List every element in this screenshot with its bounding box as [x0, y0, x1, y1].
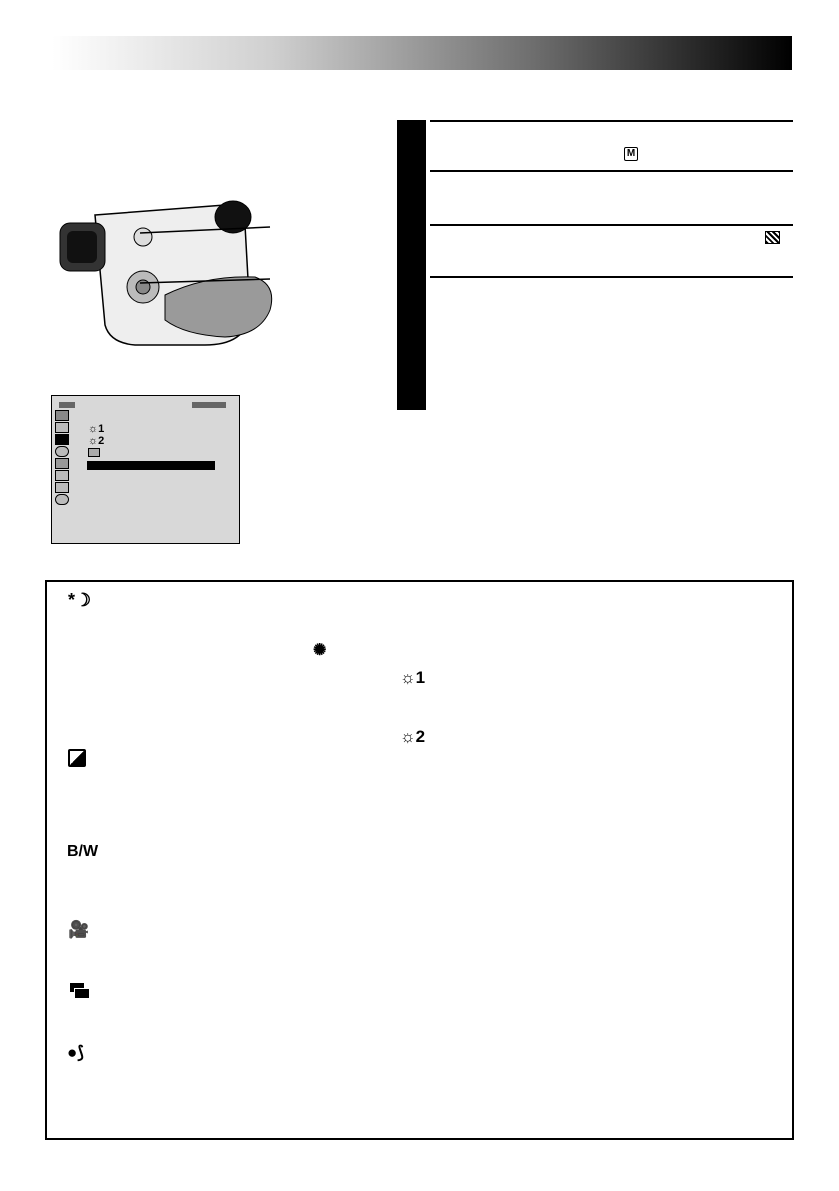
shutter-speed-label: 1 [415, 668, 426, 687]
clock-icon [55, 494, 69, 505]
sun-icon: ✺ [313, 642, 327, 659]
shutter-icon: ●⟆ [67, 1043, 84, 1062]
lcd-item-label: 2 [98, 435, 105, 447]
program-ae-icon [765, 231, 780, 244]
lcd-item-1 [88, 423, 104, 435]
fade-icon [68, 749, 86, 767]
lcd-item-label: 1 [98, 423, 105, 435]
steps-sidebar [397, 120, 426, 410]
camcorder-illustration [55, 195, 295, 360]
header-bar [52, 36, 792, 70]
step-rule-1 [430, 120, 793, 122]
lcd-menu-screen [51, 395, 240, 544]
shutter-speed-icon: ☼1 [400, 668, 426, 687]
lcd-item-2 [88, 435, 104, 447]
manual-mode-m-icon: M [624, 147, 638, 161]
bw-icon: B/W [67, 843, 99, 860]
step-rule-3 [430, 224, 793, 226]
shutter-speed-icon: ☼2 [400, 727, 426, 746]
program-ae-icon [55, 434, 69, 445]
feature-box [45, 580, 794, 1140]
white-balance-icon [55, 458, 69, 469]
lcd-top-indicator [59, 402, 75, 408]
camera-icon [55, 422, 69, 433]
manual-icon [55, 482, 69, 493]
twilight-icon [88, 448, 100, 457]
step-rule-4 [430, 276, 793, 278]
lcd-sidebar [55, 410, 69, 504]
exposure-icon [55, 446, 69, 457]
lcd-highlight-bar[interactable] [87, 461, 215, 470]
sepia-icon: ☼ [88, 435, 99, 447]
lcd-top-bar [192, 402, 226, 408]
night-mode-icon: *☽ [68, 590, 92, 610]
strobe-icon [70, 983, 92, 999]
step-rule-2 [430, 170, 793, 172]
return-icon [55, 410, 69, 421]
focus-icon [55, 470, 69, 481]
shutter-speed-label: 2 [415, 727, 426, 746]
sepia-icon: ☼ [88, 423, 99, 435]
cinema-icon: 🎥 [68, 920, 90, 939]
